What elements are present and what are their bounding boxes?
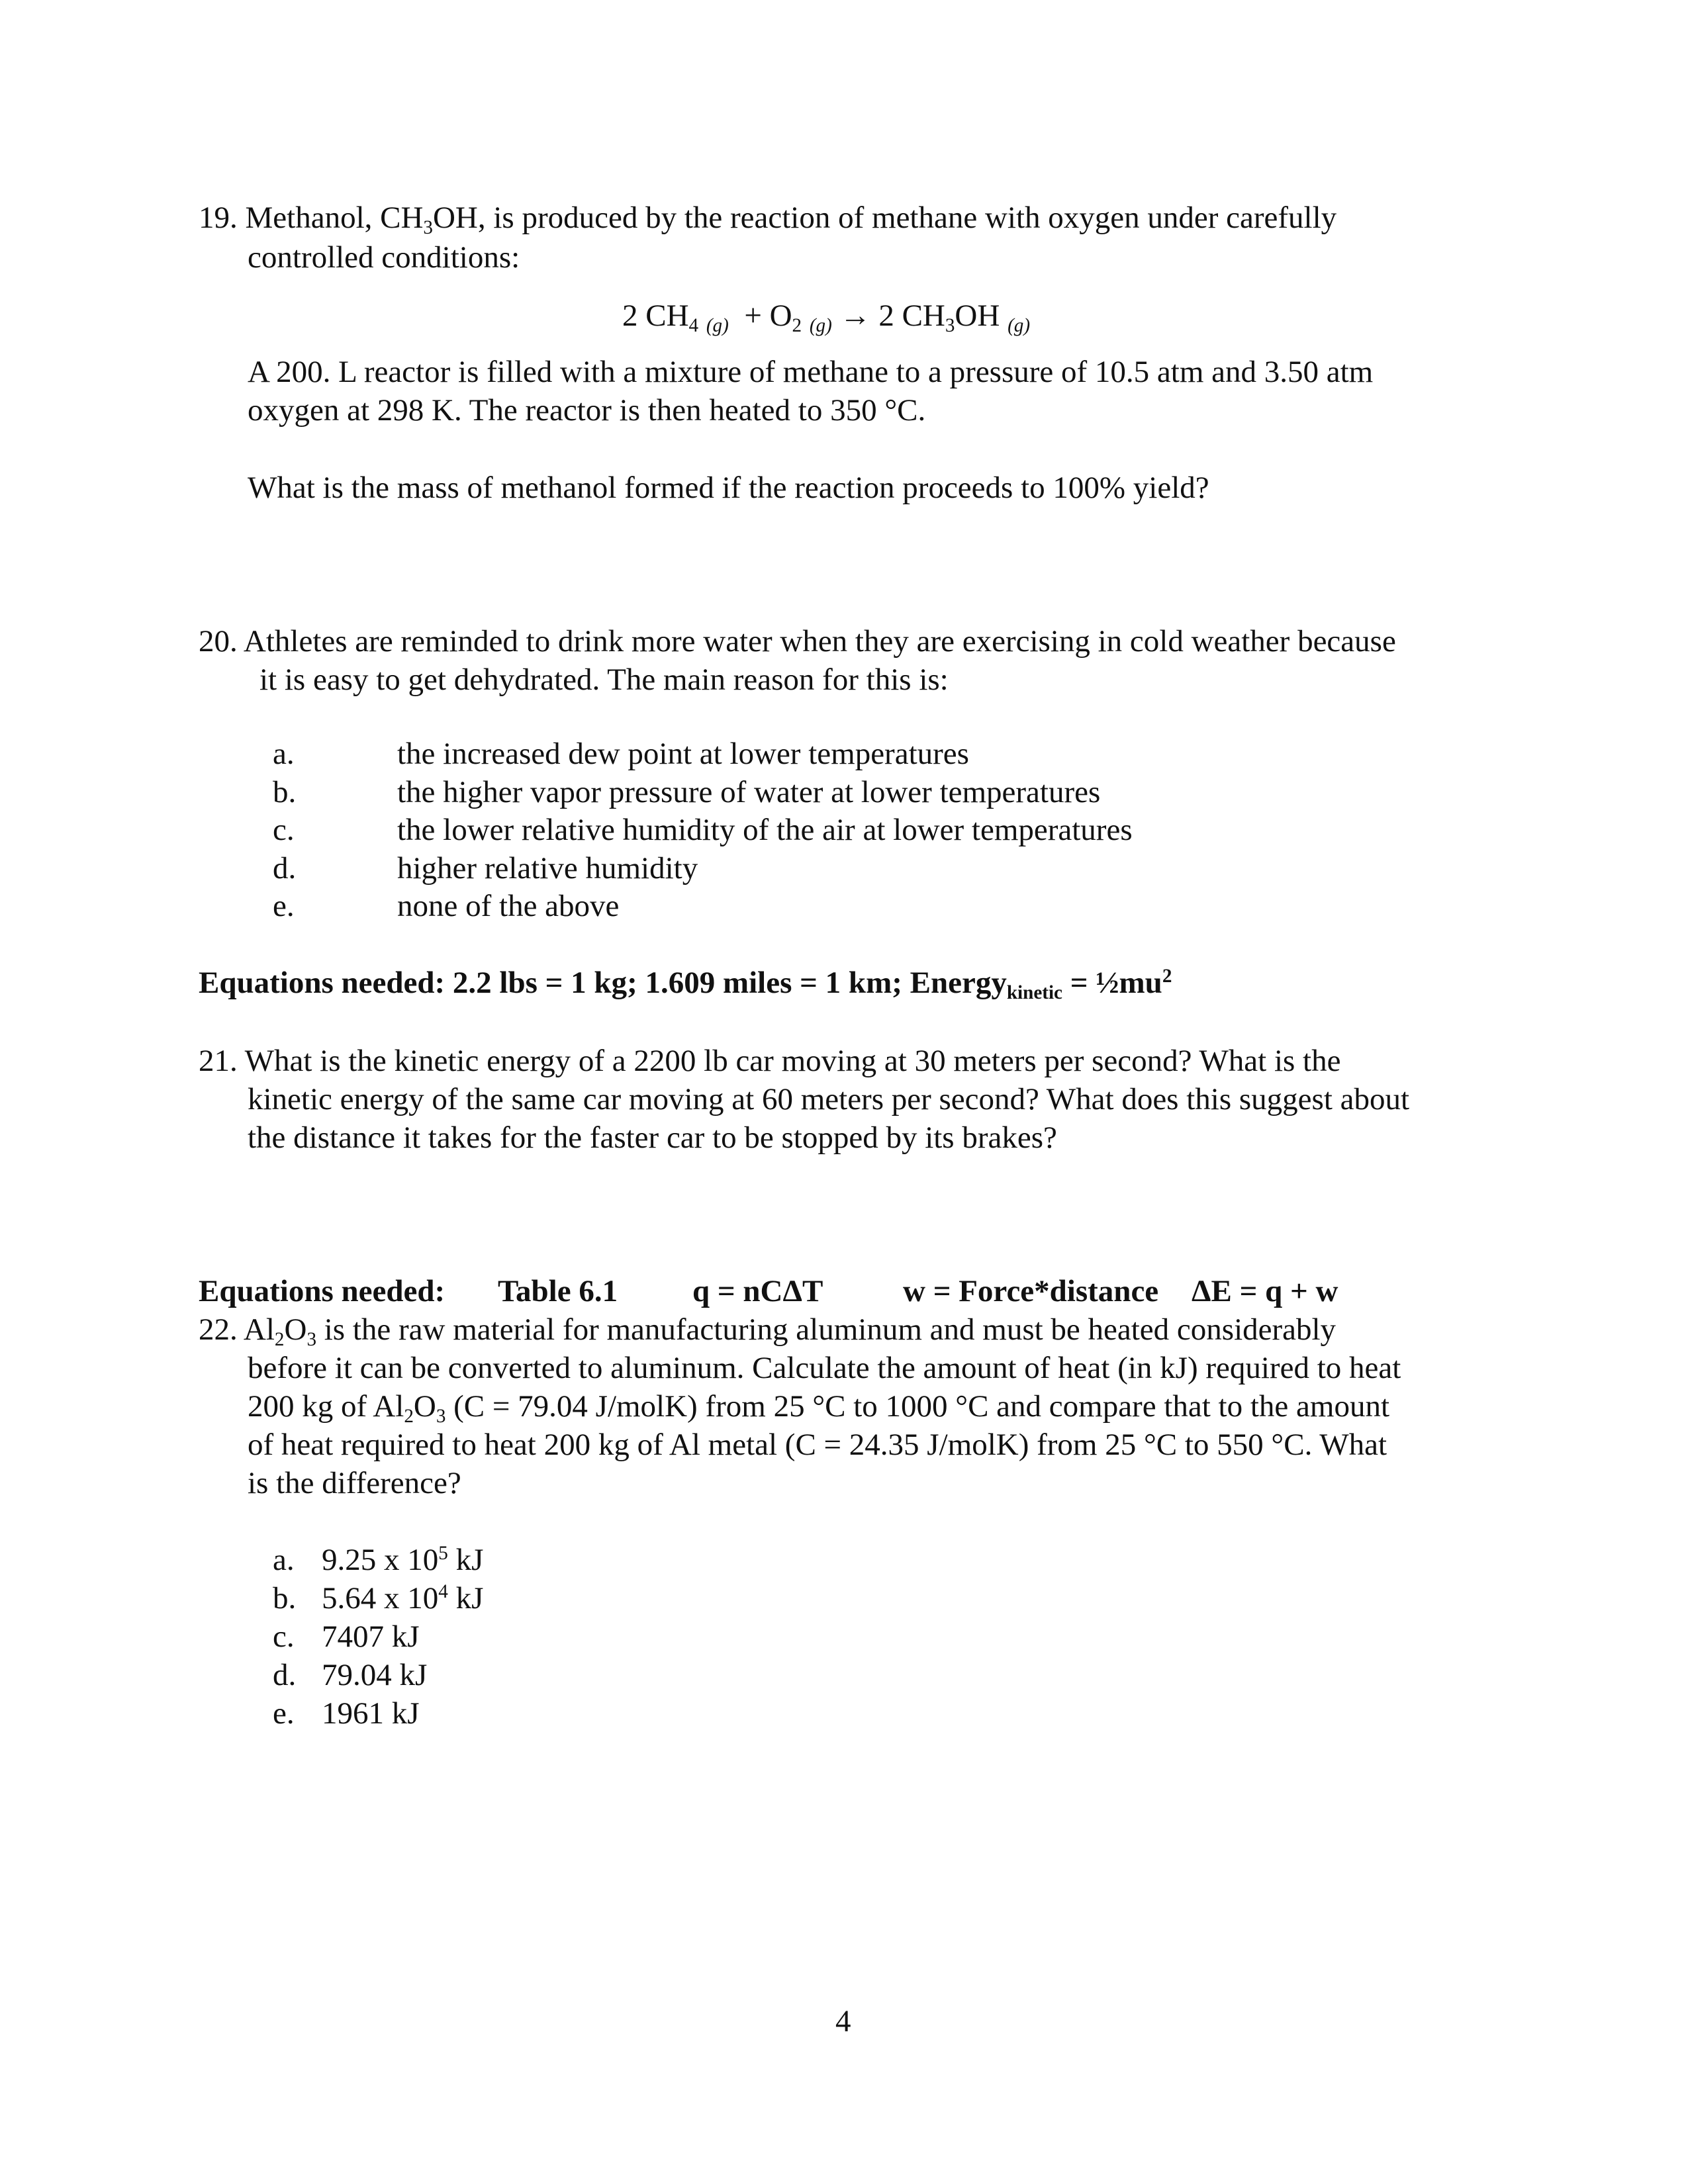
q22-line-3: 200 kg of $Al_2O_3$ (C = 79.04 J/molK) from 25 °C to 1000 °C and compare that to the amount xyxy=(248,1389,1389,1428)
q22-number: 22. xyxy=(199,1312,238,1347)
page-number: 4 xyxy=(835,2004,851,2038)
q22-line-4: of heat required to heat 200 kg of Al metal (C = 24.35 J/molK) from 25 °C to 550 °C. What xyxy=(248,1428,1387,1462)
q19-number: 19. xyxy=(199,201,238,235)
q21-line-2: kinetic energy of the same car moving at 60 meters per second? What does this suggest about xyxy=(248,1082,1410,1116)
q19-line-2: controlled conditions: xyxy=(248,240,520,275)
q20-line-1: 20. Athletes are reminded to drink more water when they are exercising in cold weather because xyxy=(199,624,1396,659)
q20-number: 20. xyxy=(199,624,238,659)
q21-line-1: 21. What is the kinetic energy of a 2200 lb car moving at 30 meters per second? What is the xyxy=(199,1044,1341,1078)
equations-needed-1: Equations needed: 2.2 lbs = 1 kg; 1.609 miles = 1 km; Energy$_{kinetic}$ = $\frac{1}{2}mu^2$ xyxy=(199,965,1172,1004)
q19-line-4: oxygen at 298 K. The reactor is then heated to 350 °C. xyxy=(248,393,926,428)
q21-line-3: the distance it takes for the faster car to be stopped by its brakes? xyxy=(248,1120,1057,1155)
q19-line-1: 19. Methanol, $CH_3OH$, is produced by the reaction of methane with oxygen under carefully xyxy=(199,201,1337,239)
q22-line-5: is the difference? xyxy=(248,1466,461,1500)
q22-line-1: 22. $Al_2O_3$ is the raw material for manufacturing aluminum and must be heated considerably xyxy=(199,1312,1336,1351)
q19-question: What is the mass of methanol formed if the reaction proceeds to 100% yield? xyxy=(248,471,1209,505)
q21-number: 21. xyxy=(199,1044,238,1078)
q20-line-2: it is easy to get dehydrated. The main reason for this is: xyxy=(259,662,949,697)
q22-line-2: before it can be converted to aluminum. Calculate the amount of heat (in kJ) required to heat xyxy=(248,1351,1401,1385)
reaction-equation: 2 $CH_4$ $_{(g)} + O_2$ $_{(g)}$ → 2 $CH_3OH$ $_{(g)}$ xyxy=(622,298,1031,337)
q19-line-3: A 200. L reactor is filled with a mixture of methane to a pressure of 10.5 atm and 3.50 atm xyxy=(248,355,1374,389)
